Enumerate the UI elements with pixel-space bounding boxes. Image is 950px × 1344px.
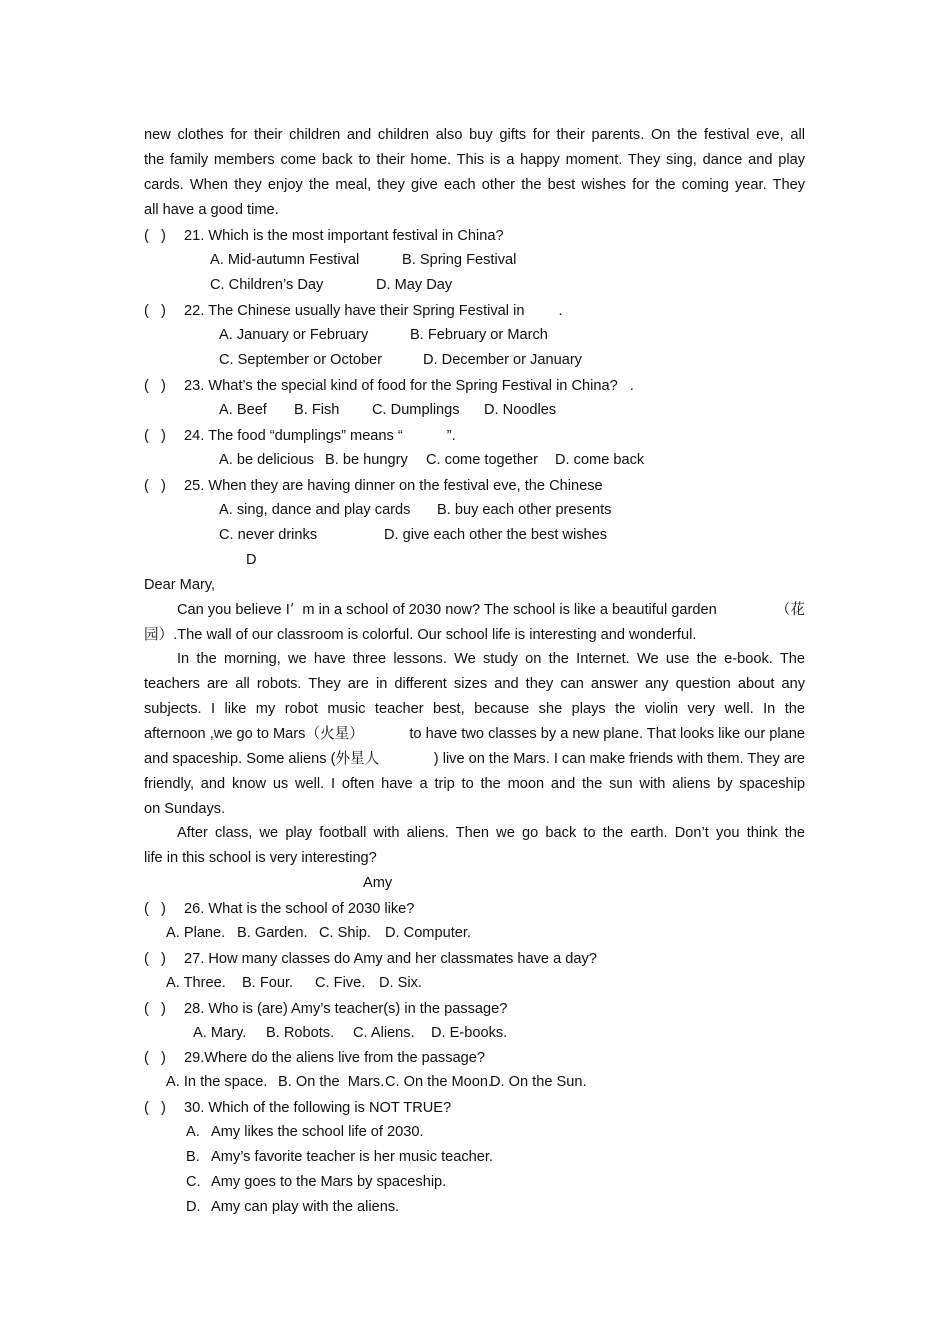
letter-paragraph-1-line-2 <box>144 625 696 645</box>
answer-bracket[interactable]: ( ) <box>144 901 166 917</box>
text-run: .The wall of our classroom is colorful. Our school life is interesting and wonderful. <box>173 627 697 643</box>
question-21 <box>144 226 504 246</box>
text-run: and spaceship. Some aliens ( <box>144 751 336 767</box>
letter-paragraph-2-line: friendly, and know us well. I often have a trip to the moon and the sun with aliens by spaceship <box>144 776 805 792</box>
letter-paragraph-2-line: In the morning, we have three lessons. We study on the Internet. We use the e-book. The <box>177 651 805 667</box>
option-a[interactable]: A. Mary. <box>193 1025 247 1041</box>
text-run: ) live on the Mars. I can make friends with them. They are <box>433 751 805 767</box>
question-text: 26. What is the school of 2030 like? <box>184 901 415 917</box>
options-row <box>166 923 471 943</box>
question-text: 22. The Chinese usually have their Spring Festival in <box>184 303 525 319</box>
question-30 <box>144 1098 451 1118</box>
question-27 <box>144 949 597 969</box>
question-text: 21. Which is the most important festival in China? <box>184 228 504 244</box>
option-b[interactable]: B. February or March <box>410 327 548 343</box>
option-text: Amy can play with the aliens. <box>211 1199 400 1215</box>
options-row <box>219 400 556 420</box>
text-run: afternoon ,we go to Mars <box>144 726 306 742</box>
option-c[interactable] <box>186 1172 446 1192</box>
option-letter: A. <box>186 1124 200 1140</box>
question-text: 27. How many classes do Amy and her classmates have a day? <box>184 951 597 967</box>
option-b[interactable]: B. buy each other presents <box>437 502 612 518</box>
option-a[interactable]: A. Three. <box>166 975 226 991</box>
letter-paragraph-2-line: on Sundays. <box>144 801 226 817</box>
option-c[interactable]: C. Dumplings <box>372 402 460 418</box>
option-d[interactable]: D. Six. <box>379 975 422 991</box>
letter-paragraph-2-line: subjects. I like my robot music teacher best, because she plays the violin very well. In the <box>144 701 805 717</box>
option-d[interactable]: D. December or January <box>423 352 582 368</box>
option-a[interactable]: A. be delicious <box>219 452 314 468</box>
option-a[interactable]: A. Beef <box>219 402 267 418</box>
option-c[interactable]: C. Aliens. <box>353 1025 415 1041</box>
text-run: to have two classes by a new plane. That looks like our plane <box>409 726 805 742</box>
options-row <box>219 325 548 345</box>
text-run: 外星人 <box>335 750 380 767</box>
option-letter: D. <box>186 1199 201 1215</box>
options-row <box>210 250 516 270</box>
question-text: 23. What’s the special kind of food for the Spring Festival in China? <box>184 378 618 394</box>
text-run: （花 <box>775 601 805 618</box>
option-b[interactable]: B. Robots. <box>266 1025 335 1041</box>
options-row <box>193 1023 507 1043</box>
options-row <box>166 973 422 993</box>
option-text: Amy goes to the Mars by spaceship. <box>211 1174 447 1190</box>
option-d[interactable]: D. give each other the best wishes <box>384 527 608 543</box>
option-c[interactable]: C. Five. <box>315 975 366 991</box>
letter-paragraph-1-line-1 <box>177 600 805 620</box>
option-c[interactable]: C. Ship. <box>319 925 371 941</box>
option-a[interactable]: A. Plane. <box>166 925 226 941</box>
answer-bracket[interactable]: ( ) <box>144 303 166 319</box>
letter-paragraph-3-line: After class, we play football with aliens. Then we go back to the earth. Don’t you think the <box>177 825 805 841</box>
question-28 <box>144 999 507 1019</box>
passage-line: new clothes for their children and children also buy gifts for their parents. On the festival eve, all <box>144 127 805 143</box>
option-d[interactable]: D. On the Sun. <box>490 1074 587 1090</box>
answer-bracket[interactable]: ( ) <box>144 1001 166 1017</box>
passage-line: cards. When they enjoy the meal, they give each other the best wishes for the coming year. They <box>144 177 805 193</box>
question-end: ”. <box>446 428 456 444</box>
option-b[interactable]: B. Spring Festival <box>402 252 517 268</box>
question-end: . <box>558 303 563 319</box>
option-d[interactable]: D. E-books. <box>431 1025 508 1041</box>
question-end: . <box>629 378 634 394</box>
question-25 <box>144 476 603 496</box>
option-a[interactable]: A. Mid-autumn Festival <box>210 252 360 268</box>
option-c[interactable]: C. On the Moon. <box>385 1074 493 1090</box>
question-23 <box>144 376 634 396</box>
option-a[interactable] <box>186 1122 424 1142</box>
letter-greeting: Dear Mary, <box>144 577 216 593</box>
question-22 <box>144 301 563 321</box>
option-a[interactable]: A. In the space. <box>166 1074 268 1090</box>
options-row <box>210 275 452 295</box>
question-text: 24. The food “dumplings” means “ <box>184 428 403 444</box>
answer-bracket[interactable]: ( ) <box>144 951 166 967</box>
options-row <box>219 500 611 520</box>
passage-line: the family members come back to their home. This is a happy moment. They sing, dance and play <box>144 152 805 168</box>
answer-bracket[interactable]: ( ) <box>144 1100 166 1116</box>
answer-bracket[interactable]: ( ) <box>144 378 166 394</box>
option-c[interactable]: C. come together <box>426 452 538 468</box>
passage-line: all have a good time. <box>144 202 279 218</box>
answer-bracket[interactable]: ( ) <box>144 1050 166 1066</box>
option-d[interactable]: D. Computer. <box>385 925 471 941</box>
letter-paragraph-2-line <box>144 724 805 744</box>
text-run: m in a school of 2030 now? The school is like a beautiful garden <box>302 602 717 618</box>
text-run: 园） <box>144 626 174 643</box>
option-c[interactable]: C. never drinks <box>219 527 318 543</box>
option-a[interactable]: A. sing, dance and play cards <box>219 502 411 518</box>
option-d[interactable]: D. Noodles <box>484 402 557 418</box>
option-b[interactable]: B. Four. <box>242 975 294 991</box>
option-b[interactable]: B. Fish <box>294 402 340 418</box>
option-a[interactable]: A. January or February <box>219 327 369 343</box>
option-text: Amy likes the school life of 2030. <box>211 1124 424 1140</box>
letter-paragraph-2-line: teachers are all robots. They are in different sizes and they can answer any question about any <box>144 676 805 692</box>
question-text: 29.Where do the aliens live from the passage? <box>184 1050 485 1066</box>
letter-signature: Amy <box>363 875 393 891</box>
options-row <box>219 350 582 370</box>
option-b[interactable]: B. be hungry <box>325 452 408 468</box>
option-text: Amy’s favorite teacher is her music teacher. <box>211 1149 493 1165</box>
section-letter: D <box>246 552 257 568</box>
option-d[interactable]: D. May Day <box>376 277 453 293</box>
question-26 <box>144 899 414 919</box>
answer-bracket[interactable]: ( ) <box>144 428 166 444</box>
option-c[interactable]: C. September or October <box>219 352 383 368</box>
option-d[interactable] <box>186 1197 399 1217</box>
answer-bracket[interactable]: ( ) <box>144 478 166 494</box>
option-b[interactable] <box>186 1147 493 1167</box>
question-text: 30. Which of the following is NOT TRUE? <box>184 1100 452 1116</box>
options-row <box>219 450 644 470</box>
text-run: ’ <box>289 601 295 618</box>
option-d[interactable]: D. come back <box>555 452 645 468</box>
option-letter: C. <box>186 1174 201 1190</box>
text-run: （火星） <box>305 725 364 742</box>
option-c[interactable]: C. Children’s Day <box>210 277 324 293</box>
answer-bracket[interactable]: ( ) <box>144 228 166 244</box>
question-text: 25. When they are having dinner on the festival eve, the Chinese <box>184 478 603 494</box>
option-b[interactable]: B. On the Mars. <box>278 1074 385 1090</box>
letter-paragraph-2-line <box>144 749 805 769</box>
question-text: 28. Who is (are) Amy’s teacher(s) in the passage? <box>184 1001 508 1017</box>
letter-paragraph-3-line: life in this school is very interesting? <box>144 850 377 866</box>
text-run: Can you believe I <box>177 602 290 618</box>
options-row <box>219 525 607 545</box>
question-24 <box>144 426 456 446</box>
options-row <box>166 1072 587 1092</box>
option-letter: B. <box>186 1149 200 1165</box>
option-b[interactable]: B. Garden. <box>237 925 308 941</box>
question-29 <box>144 1048 485 1068</box>
